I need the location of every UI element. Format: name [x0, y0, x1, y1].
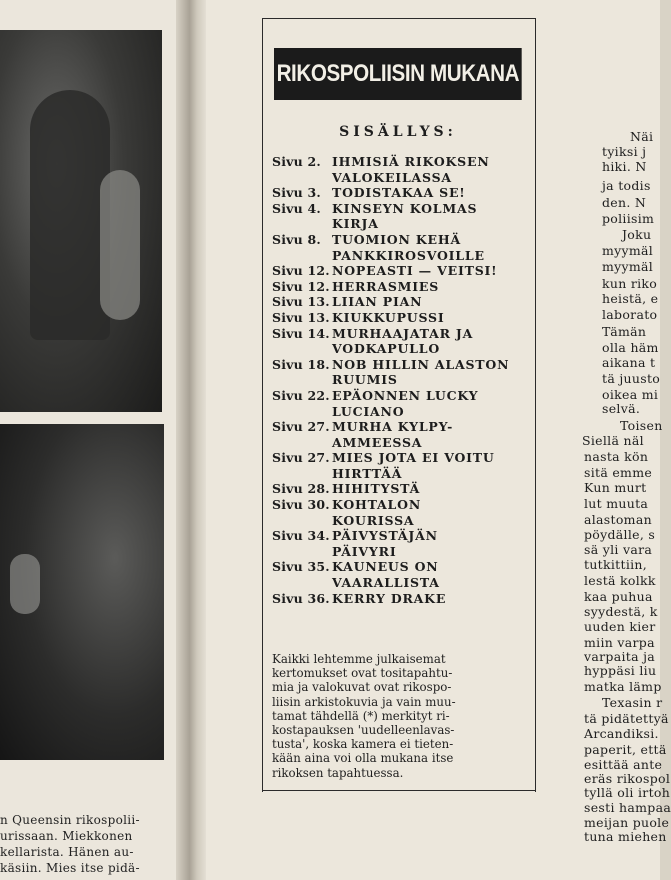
- right-column-line: tä juusto: [602, 371, 661, 386]
- right-column-line: kun riko: [602, 276, 658, 291]
- masthead: RIKOSPOLIISIN MUKANA: [274, 48, 522, 100]
- toc-page-number: Sivu 12.: [272, 263, 330, 279]
- right-column-line: miin varpa: [584, 635, 655, 650]
- toc-title-line: MURHA KYLPY-: [332, 419, 454, 435]
- toc-article-title: [332, 497, 534, 528]
- toc-title-line: KOHTALON: [332, 497, 422, 513]
- toc-article-title: [332, 310, 534, 326]
- right-column-line: Texasin r: [602, 695, 663, 710]
- contents-heading: SISÄLLYS:: [339, 124, 457, 140]
- right-column-line: Siellä näl: [582, 433, 644, 448]
- toc-page-number: Sivu 2.: [272, 154, 321, 169]
- toc-entry: [272, 326, 534, 357]
- right-column-line: Näi: [630, 129, 654, 144]
- footnote-line: kään aina voi olla mukana itse: [272, 751, 454, 766]
- toc-page-number: Sivu 8.: [272, 231, 321, 247]
- left-page: [0, 0, 200, 880]
- right-column-line: tutkittiin,: [584, 557, 648, 572]
- right-column-line: nasta kön: [584, 449, 649, 464]
- right-column-line: varpaita ja: [584, 649, 656, 664]
- toc-page-number: Sivu 28.: [272, 481, 330, 497]
- right-column-line: aikana t: [602, 355, 656, 370]
- toc-page-number: Sivu 12.: [272, 278, 330, 294]
- toc-page-number: Sivu 27.: [272, 450, 330, 466]
- right-column-line: alastoman: [584, 512, 652, 527]
- right-column-text: [562, 0, 671, 880]
- left-caption-line: kellarista. Hänen au-: [0, 845, 134, 859]
- toc-page-number: Sivu 4.: [272, 200, 321, 216]
- toc-title-line: VALOKEILASSA: [332, 169, 452, 185]
- toc-entry: [272, 388, 534, 419]
- toc-article-title: [332, 185, 534, 201]
- toc-entry: [272, 310, 534, 326]
- toc-title-line: EPÄONNEN LUCKY: [332, 387, 479, 403]
- toc-entry: [272, 591, 534, 607]
- right-column-line: uuden kier: [584, 619, 656, 634]
- footnote-line: tamat tähdellä (*) merkityt ri-: [272, 708, 450, 723]
- right-column-line: olla häm: [602, 340, 659, 355]
- toc-entry: [272, 419, 534, 450]
- toc-article-title: [332, 481, 534, 497]
- footnote-line: Kaikki lehtemme julkaisemat: [272, 652, 446, 666]
- toc-article-title: [332, 263, 534, 279]
- toc-article-title: [332, 388, 534, 419]
- right-column-line: laborato: [602, 307, 658, 322]
- right-column-line: paperit, että: [584, 742, 667, 757]
- toc-entry: [272, 450, 534, 481]
- toc-title-line: MURHAAJATAR JA: [332, 325, 474, 341]
- right-column-line: den. N: [602, 195, 647, 210]
- toc-article-title: [332, 419, 534, 450]
- right-column-line: Kun murt: [584, 480, 647, 495]
- toc-title-line: RUUMIS: [332, 372, 398, 388]
- toc-title-line: HIRTTÄÄ: [332, 465, 403, 481]
- right-column-line: tyiksi j: [602, 144, 647, 159]
- toc-title-line: VAARALLISTA: [332, 575, 440, 591]
- toc-entry: [272, 481, 534, 497]
- toc-title-line: LUCIANO: [332, 403, 405, 419]
- right-column-line: Arcandiksi.: [584, 726, 659, 741]
- toc-page-number: Sivu 35.: [272, 559, 330, 575]
- toc-entry: [272, 154, 534, 185]
- right-column-line: myymäl: [602, 243, 654, 258]
- toc-entry: [272, 528, 534, 559]
- footnote-line: liisin arkistokuvia ja vain muu-: [272, 694, 456, 709]
- right-column-line: esittää ante: [584, 757, 663, 772]
- toc-title-line: KIRJA: [332, 216, 379, 232]
- toc-title-line: KINSEYN KOLMAS: [332, 200, 478, 216]
- contents-box-top-border: [262, 18, 536, 19]
- right-column-line: sesti hampaa: [584, 800, 671, 815]
- toc-title-line: HERRASMIES: [332, 278, 440, 294]
- toc-article-title: [332, 450, 534, 481]
- contents-box-bottom-border: [262, 790, 536, 791]
- right-column-line: meijan puole: [584, 815, 670, 830]
- right-column-line: selvä.: [602, 401, 641, 416]
- toc-article-title: [332, 294, 534, 310]
- toc-title-line: KAUNEUS ON: [332, 559, 439, 575]
- contents-footnote: [272, 652, 530, 780]
- right-column-line: poliisim: [602, 211, 655, 226]
- toc-page-number: Sivu 3.: [272, 185, 321, 201]
- toc-article-title: [332, 559, 534, 590]
- right-column-line: tyllä oli irtoh: [584, 785, 671, 800]
- toc-entry: [272, 357, 534, 388]
- toc-title-line: KOURISSA: [332, 512, 415, 528]
- toc-entry: [272, 232, 534, 263]
- right-column-line: lestä kolkk: [584, 573, 656, 588]
- table-of-contents: [272, 154, 534, 606]
- toc-title-line: AMMEESSA: [332, 434, 423, 450]
- toc-entry: [272, 201, 534, 232]
- toc-title-line: TODISTAKAA SE!: [332, 185, 466, 201]
- left-caption-line: käsiin. Mies itse pidä-: [0, 861, 140, 875]
- toc-title-line: VODKAPULLO: [332, 341, 441, 357]
- left-caption-line: n Queensin rikospolii-: [0, 813, 140, 827]
- footnote-line: kostapauksen 'uudelleenlavas-: [272, 723, 455, 738]
- toc-title-line: KERRY DRAKE: [332, 590, 447, 606]
- toc-title-line: LIIAN PIAN: [332, 294, 423, 310]
- right-column-line: Toisen: [620, 418, 663, 433]
- right-column-line: sitä emme: [584, 465, 653, 480]
- right-column-line: sä yli vara: [584, 542, 653, 557]
- toc-title-line: HIHITYSTÄ: [332, 481, 421, 497]
- footnote-line: mia ja valokuvat ovat rikospo-: [272, 680, 452, 695]
- toc-article-title: [332, 154, 534, 185]
- toc-article-title: [332, 279, 534, 295]
- right-column-line: heistä, e: [602, 291, 659, 306]
- toc-article-title: [332, 326, 534, 357]
- photo-two-women: [0, 30, 162, 412]
- toc-title-line: PÄIVYRI: [332, 543, 397, 559]
- toc-article-title: [332, 357, 534, 388]
- toc-entry: [272, 279, 534, 295]
- right-column-line: oikea mi: [602, 387, 659, 402]
- toc-page-number: Sivu 27.: [272, 419, 330, 435]
- toc-article-title: [332, 528, 534, 559]
- toc-title-line: PÄIVYSTÄJÄN: [332, 528, 438, 544]
- right-column-line: tä pidätettyä: [584, 711, 669, 726]
- toc-page-number: Sivu 34.: [272, 528, 330, 544]
- right-column-line: kaa puhua: [584, 589, 653, 604]
- right-column-line: tuna miehen: [584, 829, 667, 844]
- right-column-line: Tämän: [602, 324, 647, 339]
- toc-entry: [272, 185, 534, 201]
- toc-page-number: Sivu 30.: [272, 497, 330, 513]
- toc-title-line: NOB HILLIN ALASTON: [332, 356, 510, 372]
- toc-title-line: PANKKIROSVOILLE: [332, 247, 485, 263]
- photo-dark-scene: [0, 424, 164, 760]
- toc-title-line: MIES JOTA EI VOITU: [332, 450, 495, 466]
- toc-title-line: KIUKKUPUSSI: [332, 309, 445, 325]
- toc-page-number: Sivu 13.: [272, 309, 330, 325]
- left-caption-line: urissaan. Miekkonen: [0, 829, 133, 843]
- right-column-line: lut muuta: [584, 496, 649, 511]
- right-column-line: Joku: [622, 227, 652, 242]
- right-column-line: matka lämp: [584, 679, 662, 694]
- toc-title-line: TUOMION KEHÄ: [332, 231, 461, 247]
- footnote-line: tusta', koska kamera ei tieten-: [272, 737, 454, 752]
- toc-title-line: NOPEASTI — VEITSI!: [332, 263, 498, 279]
- toc-entry: [272, 559, 534, 590]
- right-column-line: syydestä, k: [584, 604, 658, 619]
- toc-page-number: Sivu 36.: [272, 590, 330, 606]
- right-column-line: eräs rikospol: [584, 771, 671, 786]
- right-column-line: myymäl: [602, 259, 654, 274]
- right-column-line: pöydälle, s: [584, 527, 656, 542]
- toc-article-title: [332, 232, 534, 263]
- toc-article-title: [332, 201, 534, 232]
- right-column-line: hiki. N: [602, 159, 647, 174]
- footnote-line: rikoksen tapahtuessa.: [272, 765, 404, 780]
- toc-page-number: Sivu 13.: [272, 294, 330, 310]
- toc-article-title: [332, 591, 534, 607]
- toc-page-number: Sivu 18.: [272, 356, 330, 372]
- toc-entry: [272, 263, 534, 279]
- page-gutter: [176, 0, 206, 880]
- toc-entry: [272, 497, 534, 528]
- footnote-line: kertomukset ovat tositapahtu-: [272, 666, 453, 681]
- right-column-line: hyppäsi liu: [584, 663, 657, 678]
- toc-entry: [272, 294, 534, 310]
- toc-page-number: Sivu 22.: [272, 387, 330, 403]
- right-column-line: ja todis: [602, 178, 651, 193]
- left-caption: [0, 812, 166, 876]
- toc-title-line: IHMISIÄ RIKOKSEN: [332, 154, 490, 169]
- toc-page-number: Sivu 14.: [272, 325, 330, 341]
